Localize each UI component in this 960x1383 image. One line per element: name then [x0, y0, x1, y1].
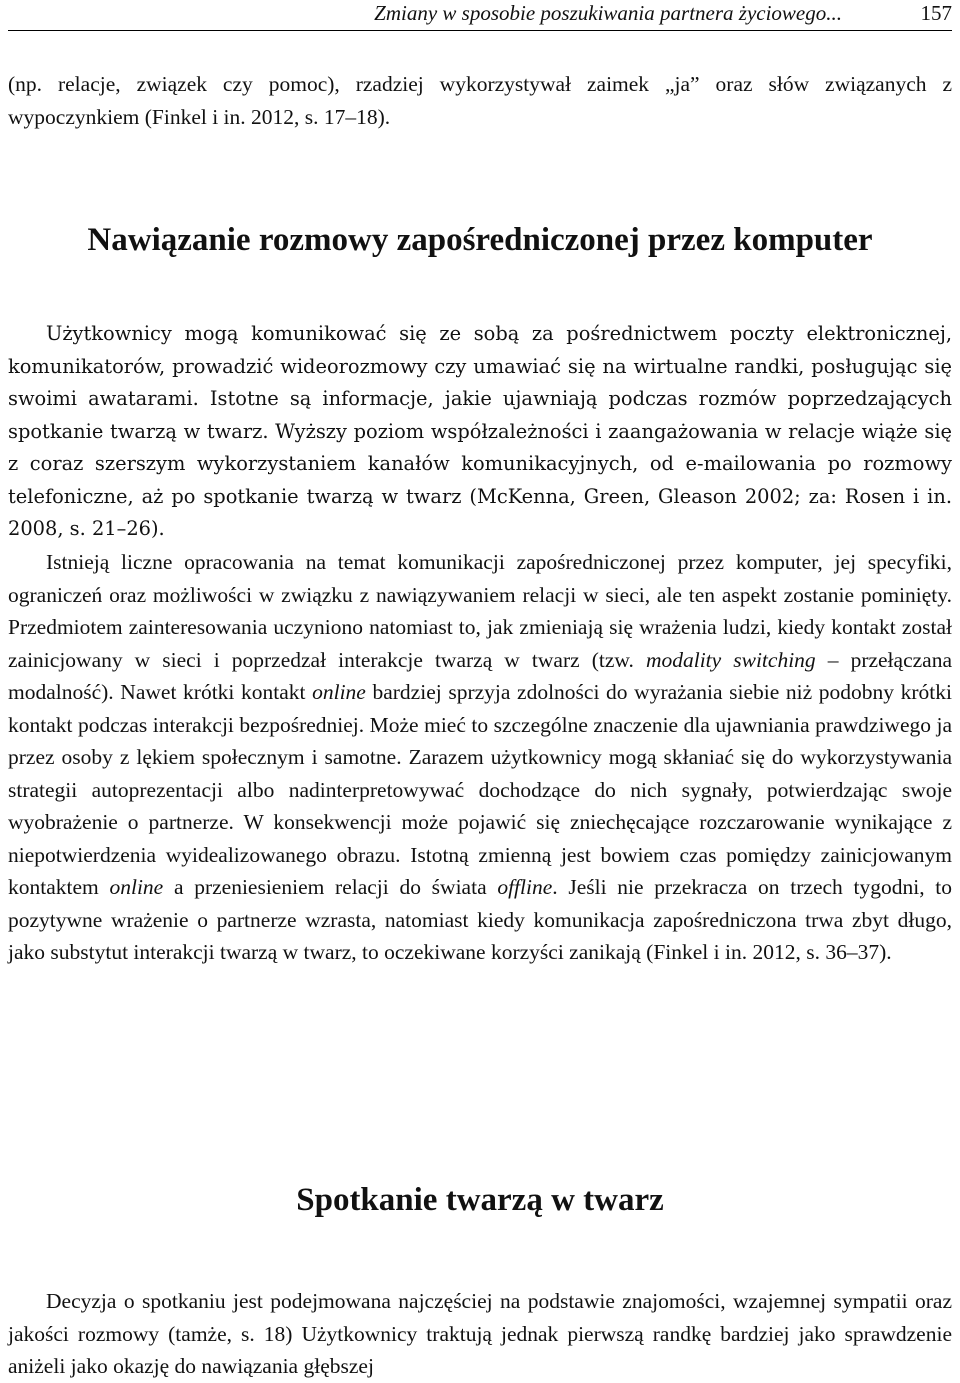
- section-heading-computer-mediated: Nawiązanie rozmowy zapośredniczonej przez komputer: [87, 222, 873, 258]
- paragraph-meeting-decision: [8, 1285, 952, 1383]
- paragraph-text: Decyzja o spotkaniu jest podejmowana najczęściej na podstawie znajomości, wzajemnej sympatii oraz jakości rozmowy (tamże, s. 18) Użytkownicy traktują jednak pierwszą randkę bardziej jako sprawdzenie aniżeli jako okazję do nawiązania głębszej: [8, 1289, 952, 1378]
- running-header: [8, 0, 952, 31]
- running-title: Zmiany w sposobie poszukiwania partnera życiowego...: [374, 1, 842, 25]
- paragraph-text: Użytkownicy mogą komunikować się ze sobą za pośrednictwem poczty elektronicznej, komunikatorów, prowadzić wideorozmowy czy umawiać się na wirtualne randki, posługując się swoimi awatarami. Istotne są informacje, jakie ujawniają podczas rozmów poprzedzających spotkanie twarzą w twarz. Wyższy poziom współzależności i zaangażowania w relacje wiąże się z coraz szerszym wykorzystaniem kanałów komunikacyjnych, od e-mailowania po rozmowy telefoniczne, aż po spotkanie twarzą w twarz (McKenna, Green, Gleason 2002; za: Rosen i in. 2008, s. 21–26).: [8, 322, 952, 540]
- section-heading-face-to-face: Spotkanie twarzą w twarz: [296, 1182, 664, 1218]
- term-online: online: [109, 875, 164, 899]
- paragraph-modality-switching: Istnieją liczne opracowania na temat komunikacji zapośredniczonej przez komputer, jej specyfiki, ograniczeń oraz możliwości w związku z nawiązywaniem relacji w sieci, ale ten aspekt zostanie pominięty. Przedmiotem zainteresowania uczyniono natomiast to, jak zmieniają się wrażenia ludzi, kiedy kontakt został zainicjowany w sieci i poprzedzał interakcje twarzą w twarz (tzw. modality switching – przełączana modalność). Nawet krótki kontakt online bardziej sprzyja zdolności do wyrażania siebie niż podobny krótki kontakt podczas interakcji bezpośredniej. Może mieć to szczególne znaczenie dla ujawniania prawdziwego ja przez osoby z lękiem społecznym i samotne. Zarazem użytkownicy mogą skłaniać się do wykorzystywania strategii autoprezentacji albo nadinterpretowywać dochodzące do nich sygnały, potwierdzając swoje wyobrażenie o partnerze. W konsekwencji może pojawić się zniechęcające rozczarowanie wynikające z niepotwierdzenia wyidealizowanego obrazu. Istotną zmienną jest bowiem czas pomiędzy zainicjowanym kontaktem online a przeniesieniem relacji do świata offline. Jeśli nie przekracza on trzech tygodni, to pozytywne wrażenie o partnerze wzrasta, natomiast kiedy komunikacja zapośredniczona trwa zbyt długo, jako substytut interakcji twarzą w twarz, to oczekiwane korzyści zanikają (Finkel i in. 2012, s. 36–37).: [8, 550, 953, 964]
- page-number: 157: [920, 1, 952, 25]
- term-modality-switching: modality switching: [645, 647, 816, 672]
- term-online: online: [312, 680, 366, 704]
- term-offline: offline: [497, 875, 553, 899]
- continued-paragraph: (np. relacje, związek czy pomoc), rzadziej wykorzystywał zaimek „ja” oraz słów związanych z wypoczynkiem (Finkel i in. 2012, s. 17–18).: [8, 72, 952, 129]
- paragraph-users-communicate: [8, 318, 952, 546]
